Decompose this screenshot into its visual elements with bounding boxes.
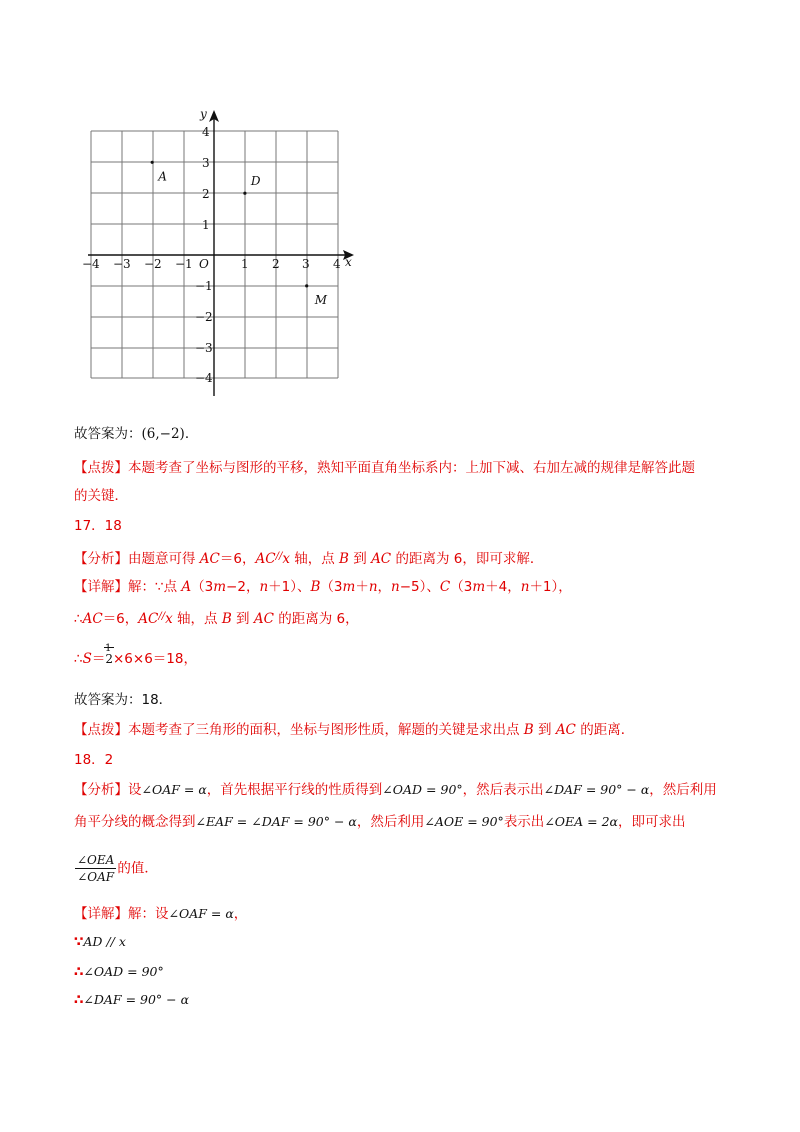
math-var: n [520,579,530,595]
text: 表示出 [503,814,545,830]
math-var: AC [82,611,103,627]
point-m [305,284,308,287]
text: 本题考查了三角形的面积，坐标与图形性质，解题的关键是求出点 [128,722,524,738]
math-var: n [368,579,378,595]
question-18-number [74,750,113,770]
fraction-bar [104,647,114,648]
text: ，首先根据平行线的性质得到 [206,782,383,798]
because-line [74,932,126,952]
math-var: B [310,579,321,595]
x-axis-label: x [345,255,352,269]
point-d [243,192,246,195]
answer-16 [74,424,198,444]
text: −5）、 [399,579,440,595]
text: ＋ [355,579,369,595]
analysis-tag: 【分析】 [74,782,128,798]
text: ＝ [91,651,106,667]
fraction-denominator: 2 [105,652,113,666]
text: 的距离为 6，即可求解． [391,551,544,567]
math-expr: ∠OAF = α [168,906,234,921]
text: 设 [128,782,142,798]
text: （3 [191,579,214,595]
math-var: m [213,579,227,595]
fraction [75,852,116,885]
detail-18 [74,904,247,924]
text: ， [233,906,248,922]
math-var: B [339,551,349,567]
math-var: AC [371,551,392,567]
answer-text: 故答案为：18． [74,692,173,708]
math-var: x [282,551,290,567]
therefore-symbol: ∴ [74,964,84,980]
math-expr: ∠EAF = ∠DAF = 90° − α [195,814,357,829]
math-var: B [523,722,534,738]
y-tick-label: −1 [195,279,213,293]
math-expr: AD // x [83,934,126,949]
math-expr: ∠OAF = α [141,782,207,797]
math-var: AC [253,611,274,627]
point-a [151,161,154,164]
text: 的距离． [575,722,635,738]
point-label-d: D [250,174,261,189]
math-expr: ∠OAD = 90° [83,964,164,979]
y-tick-label: −3 [195,341,213,355]
tip-text: 的关键． [74,488,128,504]
analysis-tag: 【分析】 [74,551,128,567]
question-number: 17．18 [74,518,122,534]
text: ，然后表示出 [462,782,544,798]
x-tick-label: 3 [302,257,310,271]
math-var: n [259,579,269,595]
text: 解：设 [128,906,169,922]
fraction-denominator: ∠OAF [77,870,115,884]
math-var: x [165,611,173,627]
x-tick-label: −4 [82,257,100,271]
therefore-symbol: ∴ [74,992,84,1008]
math-var: m [472,579,486,595]
tip-tag: 【点拨】 [74,460,128,476]
answer-17 [74,690,172,710]
text: ＝6， [102,611,139,627]
math-var: AC [138,611,159,627]
y-tick-label: 1 [202,218,210,232]
parallel-symbol: // [158,611,166,622]
therefore-symbol: ∴ [74,651,83,667]
text: −2， [226,579,260,595]
text: ， [377,579,392,595]
text: （3 [450,579,473,595]
math-var: S [82,651,92,667]
question-17-number [74,516,122,536]
text: ＋4， [485,579,521,595]
math-var: A [181,579,192,595]
answer-suffix: ． [184,426,199,442]
fraction-numerator: 1 [105,643,112,654]
therefore-17a [74,607,359,629]
analysis-18-line2 [74,812,686,832]
y-tick-label: −4 [195,371,213,385]
therefore-17b [74,649,197,669]
x-tick-label: 4 [333,257,341,271]
math-var: m [342,579,356,595]
x-tick-label: −3 [113,257,131,271]
origin-label: O [199,257,209,271]
math-expr: ∠DAF = 90° − α [543,782,650,797]
math-var: C [439,579,451,595]
text: ，然后利用 [649,782,717,798]
analysis-18-line3 [74,852,158,885]
tip-17 [74,720,634,740]
math-expr: ∠DAF = 90° − α [83,992,190,1007]
text: 由题意可得 [128,551,200,567]
y-tick-label: −2 [195,310,213,324]
because-symbol: ∵ [74,934,84,950]
math-expr: ∠OEA = 2α [544,814,619,829]
therefore-line-2 [74,990,189,1010]
detail-tag: 【详解】 [74,579,128,595]
fraction-numerator: ∠OEA [77,853,115,867]
analysis-17 [74,547,543,569]
math-var: n [391,579,400,595]
analysis-18-line1 [74,780,717,800]
points [151,161,328,307]
math-var: AC [555,722,576,738]
x-tick-label: −1 [175,257,193,271]
parallel-symbol: // [275,551,283,562]
x-tick-label: 1 [241,257,249,271]
text: ，然后利用 [356,814,425,830]
tip-16-line1 [74,458,695,478]
y-axis-label: y [200,107,207,121]
x-tick-labels [82,257,341,271]
text: 轴，点 [289,551,340,567]
y-tick-label: 2 [202,187,210,201]
point-label-a: A [158,169,167,184]
y-tick-label: 3 [202,156,210,170]
therefore-line-1 [74,962,164,982]
text: ×6×6＝18， [112,651,197,667]
text: ＋1）、 [268,579,311,595]
answer-value: (6,−2) [141,426,185,442]
text: 到 [533,722,556,738]
text: ，即可求出 [618,814,686,830]
answer-prefix: 故答案为： [74,426,142,442]
detail-17 [74,577,572,597]
math-expr: ∠OAD = 90° [382,782,463,797]
math-var: AC [255,551,276,567]
text: 的距离为 6， [273,611,359,627]
x-tick-label: 2 [272,257,280,271]
text: 角平分线的概念得到 [74,814,196,830]
y-tick-label: 4 [202,125,210,139]
math-expr: ∠AOE = 90° [424,814,504,829]
text: 到 [231,611,254,627]
point-label-m: M [314,292,327,307]
tip-text: 本题考查了坐标与图形的平移，熟知平面直角坐标系内：上加下减、右加左减的规律是解答此题 [128,460,695,476]
math-var: B [221,611,232,627]
detail-tag: 【详解】 [74,906,128,922]
coordinate-graph [80,100,360,405]
text: ＋1）， [529,579,572,595]
question-number: 18．2 [74,752,114,768]
text: （3 [320,579,343,595]
x-tick-label: −2 [144,257,162,271]
math-var: AC [199,551,220,567]
text: 解：∵点 [128,579,182,595]
text: ＝6， [219,551,256,567]
text: 的值． [117,860,158,877]
therefore-symbol: ∴ [74,611,83,627]
text: 到 [348,551,372,567]
text: 轴，点 [172,611,222,627]
tip-tag: 【点拨】 [74,722,128,738]
tip-16-line2 [74,486,128,506]
